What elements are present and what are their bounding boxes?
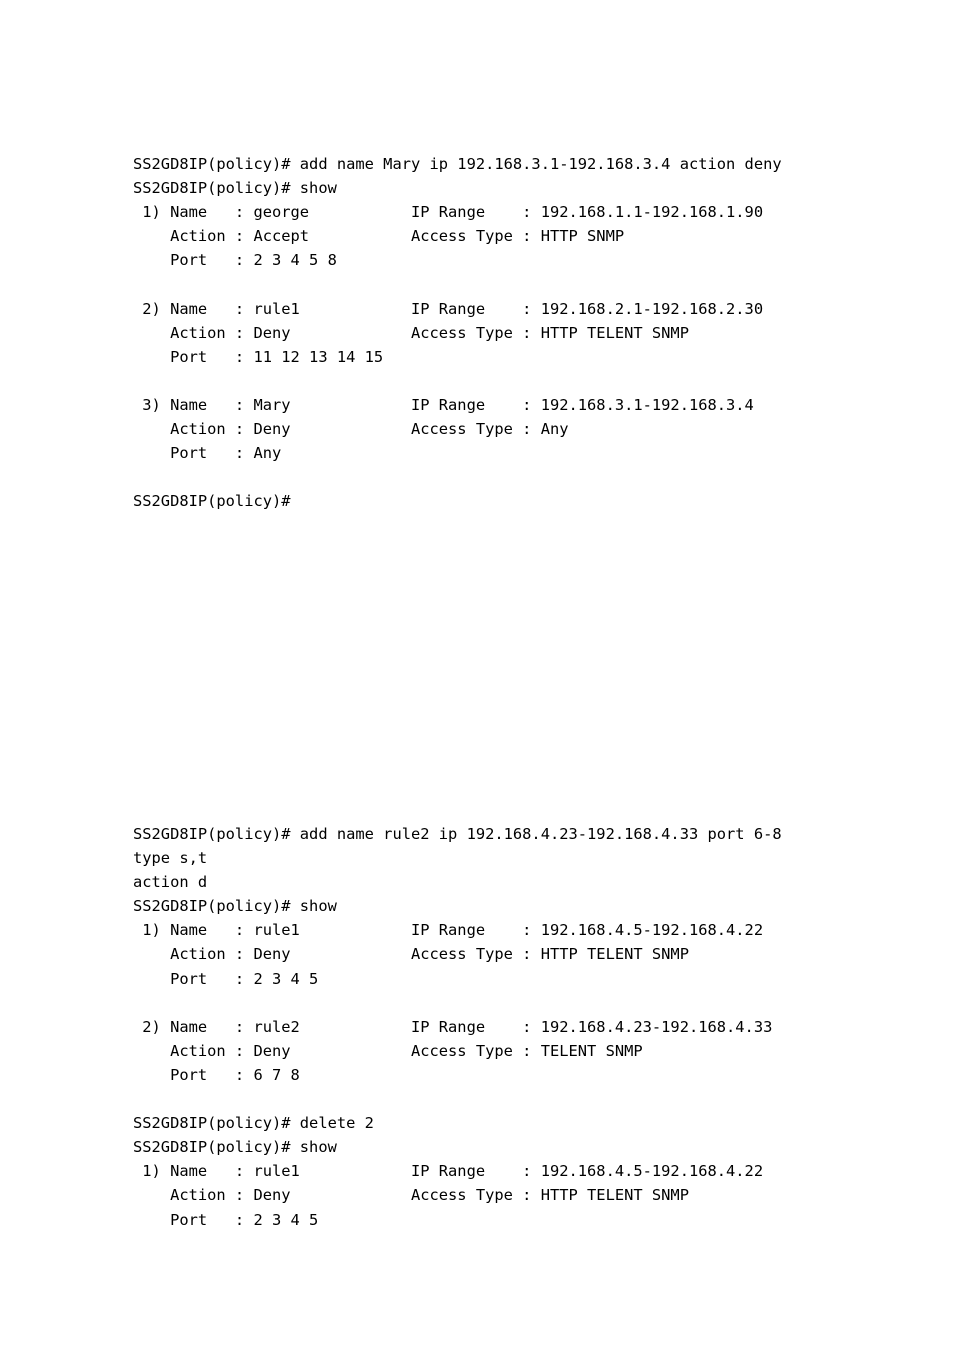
cli-line: [133, 272, 782, 296]
cli-line: [133, 991, 782, 1015]
cli-line: SS2GD8IP(policy)# delete 2: [133, 1114, 374, 1133]
cli-line: Port : 2 3 4 5 8: [133, 251, 337, 270]
cli-line: 1) Name : rule1 IP Range : 192.168.4.5-192.168.4.22: [133, 921, 764, 940]
cli-output-block-1: [133, 152, 782, 513]
cli-line: type s,t: [133, 849, 208, 868]
cli-output-block-2: [133, 822, 782, 1232]
cli-line: 1) Name : george IP Range : 192.168.1.1-192.168.1.90: [133, 203, 764, 222]
cli-line: Port : 2 3 4 5: [133, 969, 319, 988]
cli-line: Action : Deny Access Type : HTTP TELENT SNMP: [133, 1186, 689, 1205]
cli-line: 2) Name : rule1 IP Range : 192.168.2.1-192.168.2.30: [133, 299, 764, 318]
cli-line: [133, 369, 782, 393]
cli-line: Port : Any: [133, 444, 282, 463]
cli-line: action d: [133, 873, 208, 892]
cli-line: SS2GD8IP(policy)# show: [133, 1138, 337, 1157]
cli-line: SS2GD8IP(policy)# show: [133, 897, 337, 916]
cli-line: Action : Deny Access Type : HTTP TELENT SNMP: [133, 945, 689, 964]
cli-line: Port : 11 12 13 14 15: [133, 347, 384, 366]
cli-line: Action : Accept Access Type : HTTP SNMP: [133, 227, 625, 246]
cli-line: Port : 2 3 4 5: [133, 1210, 319, 1229]
cli-line: Action : Deny Access Type : TELENT SNMP: [133, 1041, 643, 1060]
cli-line: 1) Name : rule1 IP Range : 192.168.4.5-192.168.4.22: [133, 1162, 764, 1181]
cli-line: 3) Name : Mary IP Range : 192.168.3.1-192.168.3.4: [133, 395, 754, 414]
cli-line: SS2GD8IP(policy)# add name Mary ip 192.168.3.1-192.168.3.4 action deny: [133, 155, 782, 173]
cli-line: SS2GD8IP(policy)#: [133, 492, 291, 511]
cli-line: 2) Name : rule2 IP Range : 192.168.4.23-192.168.4.33: [133, 1017, 773, 1036]
cli-line: SS2GD8IP(policy)# show: [133, 179, 337, 198]
cli-line: [133, 465, 782, 489]
cli-line: SS2GD8IP(policy)# add name rule2 ip 192.168.4.23-192.168.4.33 port 6-8: [133, 825, 782, 843]
cli-line: [133, 1087, 782, 1111]
cli-line: Action : Deny Access Type : Any: [133, 420, 569, 439]
cli-line: Port : 6 7 8: [133, 1065, 300, 1084]
cli-line: Action : Deny Access Type : HTTP TELENT SNMP: [133, 323, 689, 342]
